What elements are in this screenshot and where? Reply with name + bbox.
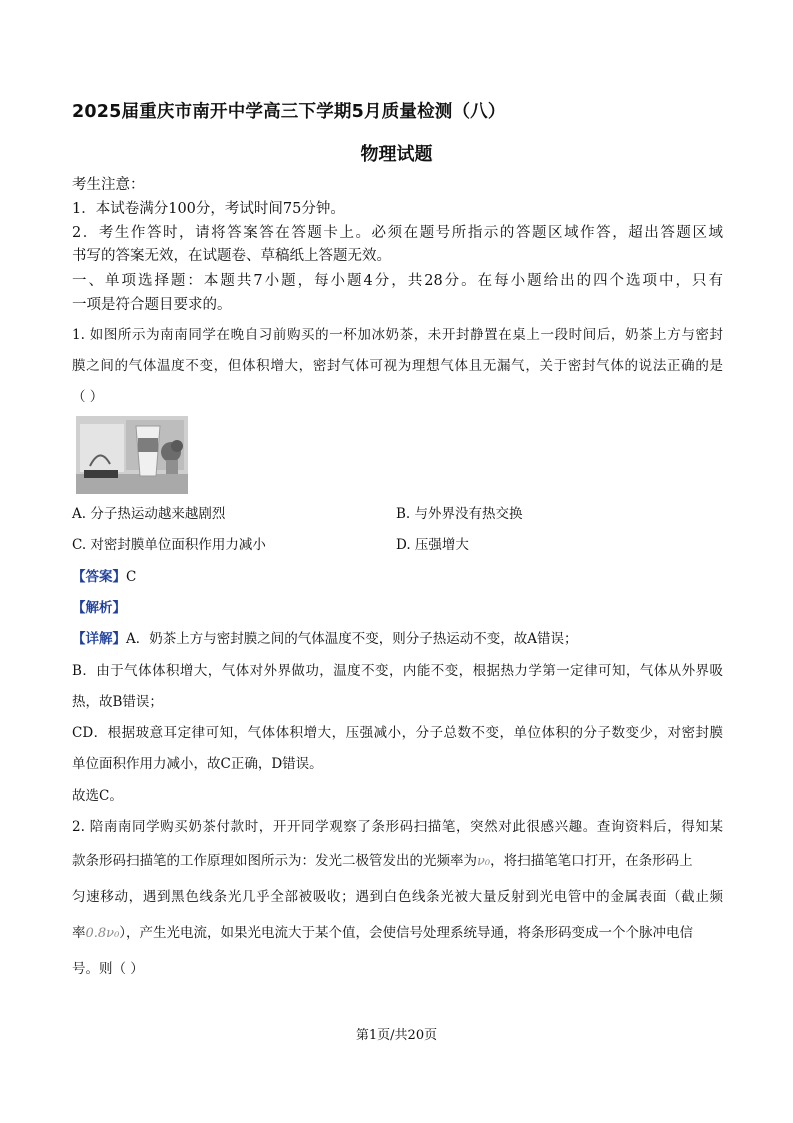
- notes-heading: 考生注意：: [72, 177, 145, 193]
- q1-stem-line-2: 膜之间的气体温度不变，但体积增大，密封气体可视为理想气体且无漏气，关于密封气体的说法正确的是: [72, 358, 723, 374]
- q1-option-d: D. 压强增大: [396, 537, 469, 553]
- q1-conclusion: 故选C。: [72, 788, 123, 804]
- detail-tag: 【详解】: [72, 631, 126, 647]
- exam-title: 2025届重庆市南开中学高三下学期5月质量检测（八）: [72, 102, 506, 122]
- q2-line-5: 号。则（ ）: [72, 961, 144, 977]
- q2-line-2: [72, 850, 723, 873]
- frequency-symbol: ν₀: [477, 854, 491, 869]
- q1-analysis: [72, 597, 723, 619]
- subject-title: 物理试题: [360, 144, 433, 165]
- q1-detail-b-line-1: B．由于气体体积增大，气体对外界做功，温度不变，内能不变，根据热力学第一定律可知，气体从外界吸: [72, 663, 723, 679]
- notes-item-2-line-2: 书写的答案无效，在试题卷、草稿纸上答题无效。: [72, 248, 391, 264]
- q2-line-3: 匀速移动，遇到黑色线条光几乎全部被吸收；遇到白色线条光被大量反射到光电管中的金属表面（截止频: [72, 889, 723, 905]
- q2-line-4-a: 率: [72, 925, 86, 941]
- notes-item-2-line-1: 2．考生作答时，请将答案答在答题卡上。必须在题号所指示的答题区域作答，超出答题区域: [72, 225, 723, 241]
- q1-stem-line-1: 1. 如图所示为南南同学在晚自习前购买的一杯加冰奶茶，未开封静置在桌上一段时间后，奶茶上方与密封: [72, 327, 723, 343]
- notes-item-1: 1．本试卷满分100分，考试时间75分钟。: [72, 201, 345, 217]
- answer-tag: 【答案】: [72, 569, 126, 585]
- q1-option-c: C. 对密封膜单位面积作用力减小: [72, 537, 266, 553]
- q2-line-4: [72, 922, 723, 945]
- q1-detail-b-line-2: 热，故B错误；: [72, 694, 163, 710]
- section-1-instructions-line-2: 一项是符合题目要求的。: [72, 297, 232, 313]
- q1-detail-cd-line-2: 单位面积作用力减小，故C正确，D错误。: [72, 756, 323, 772]
- q2-line-2-a: 款条形码扫描笔的工作原理如图所示为：发光二极管发出的光频率为: [72, 853, 477, 869]
- cutoff-frequency-symbol: 0.8ν₀: [85, 926, 120, 941]
- q1-option-a: A. 分子热运动越来越剧烈: [72, 506, 226, 522]
- q1-option-b: B. 与外界没有热交换: [396, 506, 523, 522]
- answer-value: C: [126, 569, 137, 585]
- q2-line-1: 2. 陪南南同学购买奶茶付款时，开开同学观察了条形码扫描笔，突然对此很感兴趣。查询资料后，得知某: [72, 819, 723, 835]
- analysis-tag: 【解析】: [72, 600, 126, 616]
- q2-line-2-b: ，将扫描笔笔口打开，在条形码上: [490, 853, 693, 869]
- q1-paren: （ ）: [72, 389, 104, 405]
- q1-detail-cd-line-1: CD．根据玻意耳定律可知，气体体积增大，压强减小，分子总数不变，单位体积的分子数变少，对密封膜: [72, 725, 723, 741]
- q1-detail-a: [72, 628, 723, 650]
- q1-answer: [72, 566, 723, 588]
- section-1-instructions-line-1: 一、单项选择题：本题共7小题，每小题4分，共28分。在每小题给出的四个选项中，只有: [72, 273, 723, 289]
- q2-line-4-b: ），产生光电流，如果光电流大于某个值，会使信号处理系统导通，将条形码变成一个个脉冲电信: [119, 925, 694, 941]
- milk-tea-photo-image: [76, 416, 188, 494]
- milk-tea-photo: [76, 416, 188, 494]
- page-number: 第1页/共20页: [355, 1028, 438, 1043]
- detail-a-text: A．奶茶上方与密封膜之间的气体温度不变，则分子热运动不变，故A错误；: [126, 631, 578, 647]
